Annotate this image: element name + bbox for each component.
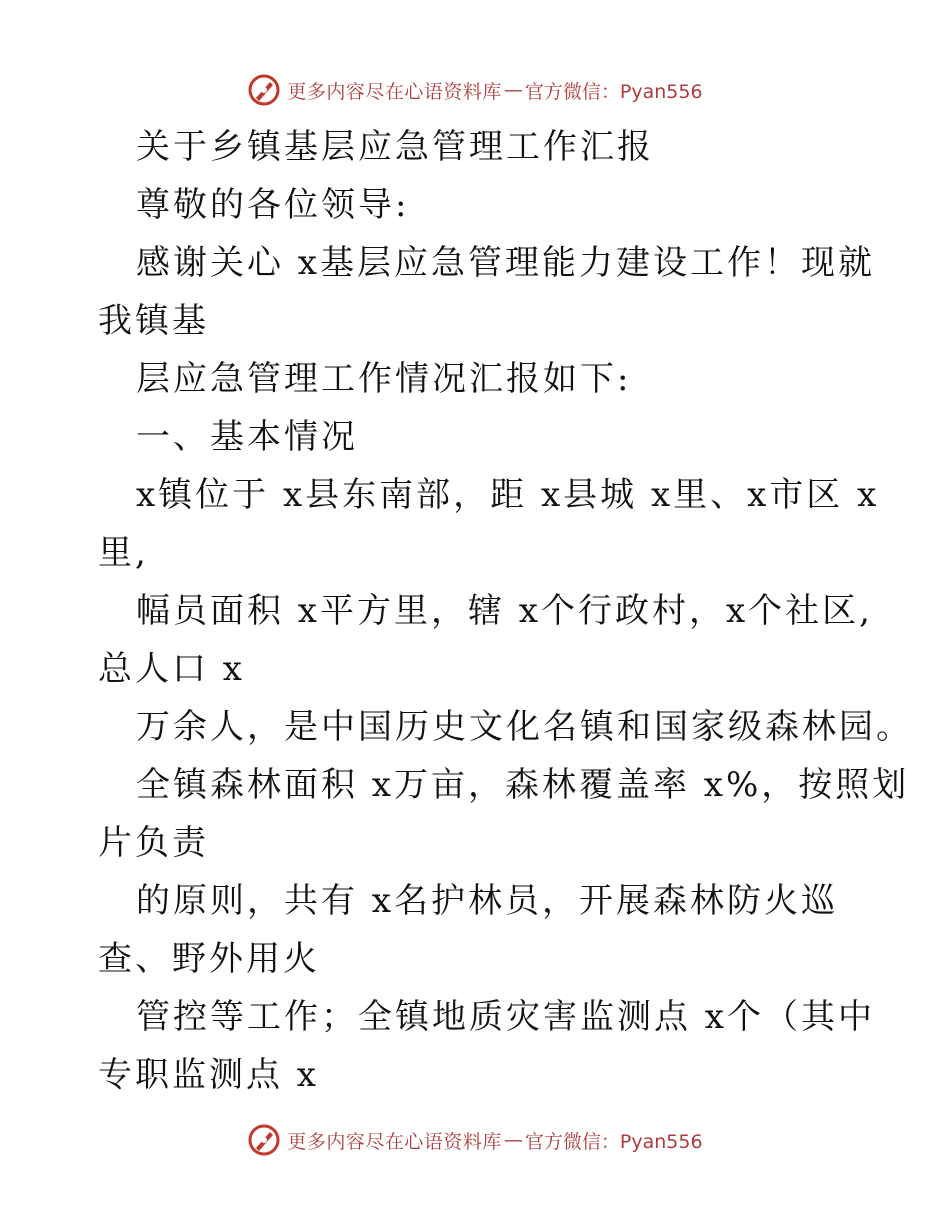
pen-logo-icon: [247, 1123, 281, 1157]
doc-title: 关于乡镇基层应急管理工作汇报: [136, 127, 654, 167]
watermark-dash: —: [503, 1129, 523, 1151]
doc-line: 里,: [98, 533, 149, 573]
doc-line: 感谢关心 x基层应急管理能力建设工作！现就: [136, 243, 875, 283]
doc-line: 查、野外用火: [98, 939, 320, 979]
pen-logo-icon: [247, 73, 281, 107]
watermark-dash: —: [503, 79, 523, 101]
doc-line: 万余人，是中国历史文化名镇和国家级森林园。: [136, 707, 913, 747]
doc-line: 专职监测点 x: [98, 1055, 319, 1095]
doc-line: 我镇基: [98, 301, 209, 341]
doc-line: 全镇森林面积 x万亩，森林覆盖率 x%，按照划: [136, 765, 910, 805]
watermark-wechat: 官方微信：Pyan556: [524, 80, 703, 103]
header-watermark: [0, 70, 950, 110]
document-body: [98, 118, 913, 1104]
doc-line: 的原则，共有 x名护林员，开展森林防火巡: [136, 881, 838, 921]
watermark-text: 更多内容尽在心语资料库: [287, 1130, 502, 1153]
doc-salutation: 尊敬的各位领导:: [136, 185, 410, 225]
doc-line: 幅员面积 x平方里，辖 x个行政村，x个社区,: [136, 591, 873, 631]
doc-line: 层应急管理工作情况汇报如下:: [136, 359, 632, 399]
doc-section-heading: 一、基本情况: [136, 417, 358, 457]
doc-line: 片负责: [98, 823, 209, 863]
doc-line: x镇位于 x县东南部，距 x县城 x里、x市区 x: [136, 475, 880, 515]
doc-line: 总人口 x: [98, 649, 245, 689]
footer-watermark: [0, 1120, 950, 1160]
watermark-text: 更多内容尽在心语资料库: [287, 80, 502, 103]
doc-line: 管控等工作；全镇地质灾害监测点 x个（其中: [136, 997, 875, 1037]
watermark-wechat: 官方微信：Pyan556: [524, 1130, 703, 1153]
